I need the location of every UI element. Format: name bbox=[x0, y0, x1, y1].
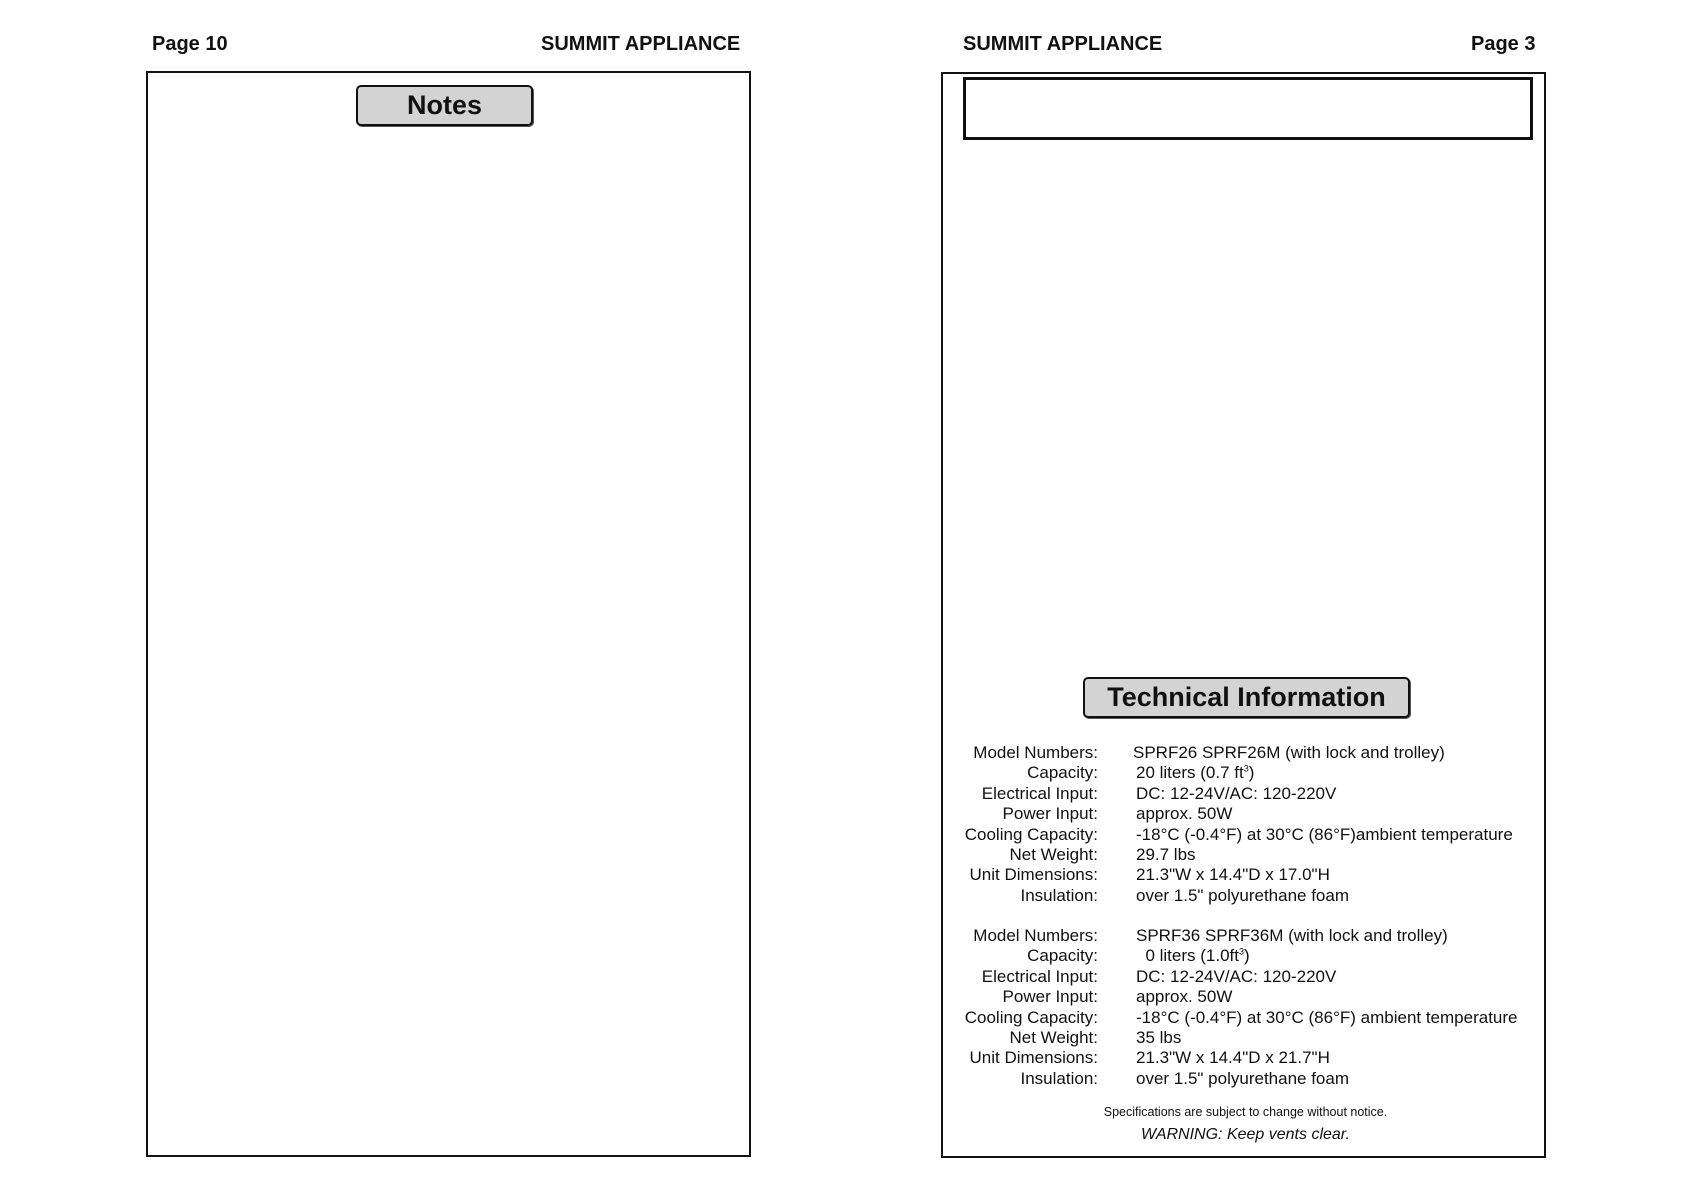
spec-value-tail: ) bbox=[1248, 763, 1255, 783]
spec-value bbox=[1136, 1008, 1518, 1028]
spec-block-sprf26 bbox=[943, 743, 1548, 906]
spec-row bbox=[943, 967, 1548, 987]
spec-value-text: 29.7 lbs bbox=[1136, 844, 1196, 864]
spec-value bbox=[1136, 886, 1349, 906]
spec-value bbox=[1136, 804, 1232, 824]
spec-value bbox=[1136, 784, 1336, 804]
spec-label: Power Input: bbox=[1002, 804, 1098, 824]
spec-value-text: -18°C (-0.4°F) at 30°C (86°F)ambient temperature bbox=[1136, 824, 1513, 844]
spec-value-text: approx. 50W bbox=[1136, 804, 1233, 824]
spec-row bbox=[943, 1048, 1548, 1068]
spec-label: Electrical Input: bbox=[981, 966, 1098, 986]
notes-title: Notes bbox=[356, 85, 533, 126]
spec-row bbox=[943, 784, 1548, 804]
spec-value-tail: ) bbox=[1244, 946, 1250, 966]
spec-row bbox=[943, 1069, 1548, 1089]
spec-label: Model Numbers: bbox=[973, 926, 1098, 945]
spec-value-text: 20 liters (0.7 ft bbox=[1136, 763, 1244, 783]
specifications-note: Specifications are subject to change without notice. bbox=[1103, 1105, 1388, 1119]
spec-row bbox=[943, 1008, 1548, 1028]
empty-header-box bbox=[963, 77, 1533, 140]
spec-value bbox=[1136, 1048, 1330, 1068]
spec-row bbox=[943, 1028, 1548, 1048]
spec-label: Insulation: bbox=[1020, 1068, 1098, 1088]
spec-value bbox=[1136, 763, 1254, 783]
spec-value-superscript: 3 bbox=[1238, 946, 1244, 957]
spec-label: Unit Dimensions: bbox=[969, 865, 1098, 885]
spec-label: Insulation: bbox=[1020, 885, 1098, 905]
spec-label: Capacity: bbox=[1027, 763, 1098, 783]
spec-row bbox=[943, 743, 1548, 763]
spec-label: Net Weight: bbox=[1009, 1027, 1098, 1047]
spec-value bbox=[1136, 845, 1196, 865]
technical-page-frame bbox=[941, 72, 1546, 1158]
spec-row bbox=[943, 804, 1548, 824]
spec-value-superscript: 3 bbox=[1243, 763, 1249, 774]
spec-value-text: over 1.5" polyurethane foam bbox=[1136, 885, 1349, 905]
left-page-number: Page 10 bbox=[152, 33, 228, 55]
spec-label: Electrical Input: bbox=[981, 783, 1098, 803]
spec-row bbox=[943, 886, 1548, 906]
spec-row bbox=[943, 763, 1548, 783]
spec-value bbox=[1136, 825, 1513, 845]
technical-information-title: Technical Information bbox=[1083, 677, 1410, 718]
spec-value bbox=[1136, 1028, 1181, 1048]
spec-label: Unit Dimensions: bbox=[969, 1048, 1098, 1068]
spec-label: Model Numbers: bbox=[973, 743, 1098, 762]
spec-value bbox=[1133, 743, 1445, 763]
spec-row bbox=[943, 865, 1548, 885]
spec-label: Power Input: bbox=[1002, 987, 1098, 1007]
spec-label: Cooling Capacity: bbox=[964, 1007, 1098, 1027]
notes-page-frame bbox=[146, 71, 751, 1157]
spec-value-text: DC: 12-24V/AC: 120-220V bbox=[1136, 783, 1337, 803]
spec-value bbox=[1136, 987, 1232, 1007]
right-page-number: Page 3 bbox=[1471, 33, 1536, 55]
spec-value-text: SPRF36 SPRF36M (with lock and trolley) bbox=[1136, 926, 1448, 945]
spec-value-text: 0 liters (1.0ft bbox=[1136, 946, 1239, 966]
right-brand-header: SUMMIT APPLIANCE bbox=[963, 33, 1163, 55]
spec-row bbox=[943, 926, 1548, 946]
spec-label: Capacity: bbox=[1027, 946, 1098, 966]
spec-value bbox=[1136, 1069, 1349, 1089]
spec-label: Net Weight: bbox=[1009, 844, 1098, 864]
spec-value-text: -18°C (-0.4°F) at 30°C (86°F) ambient temperature bbox=[1136, 1007, 1518, 1027]
left-brand-header: SUMMIT APPLIANCE bbox=[541, 33, 741, 55]
spec-value bbox=[1136, 865, 1330, 885]
spec-value-text: over 1.5" polyurethane foam bbox=[1136, 1068, 1349, 1088]
spec-value-text: 21.3"W x 14.4"D x 17.0"H bbox=[1136, 865, 1330, 885]
spec-row bbox=[943, 946, 1548, 966]
spec-value bbox=[1136, 926, 1448, 946]
spec-value-text: SPRF26 SPRF26M (with lock and trolley) bbox=[1133, 743, 1445, 762]
spec-value-text: DC: 12-24V/AC: 120-220V bbox=[1136, 966, 1337, 986]
spec-value-text: approx. 50W bbox=[1136, 987, 1233, 1007]
spec-value bbox=[1136, 967, 1336, 987]
spec-block-sprf36 bbox=[943, 926, 1548, 1089]
spec-value-text: 35 lbs bbox=[1136, 1027, 1182, 1047]
spec-row bbox=[943, 987, 1548, 1007]
warning-note: WARNING: Keep vents clear. bbox=[1141, 1126, 1350, 1143]
spec-value-text: 21.3"W x 14.4"D x 21.7"H bbox=[1136, 1048, 1330, 1068]
spec-row bbox=[943, 825, 1548, 845]
spec-row bbox=[943, 845, 1548, 865]
spec-label: Cooling Capacity: bbox=[964, 824, 1098, 844]
spec-value bbox=[1136, 946, 1250, 966]
